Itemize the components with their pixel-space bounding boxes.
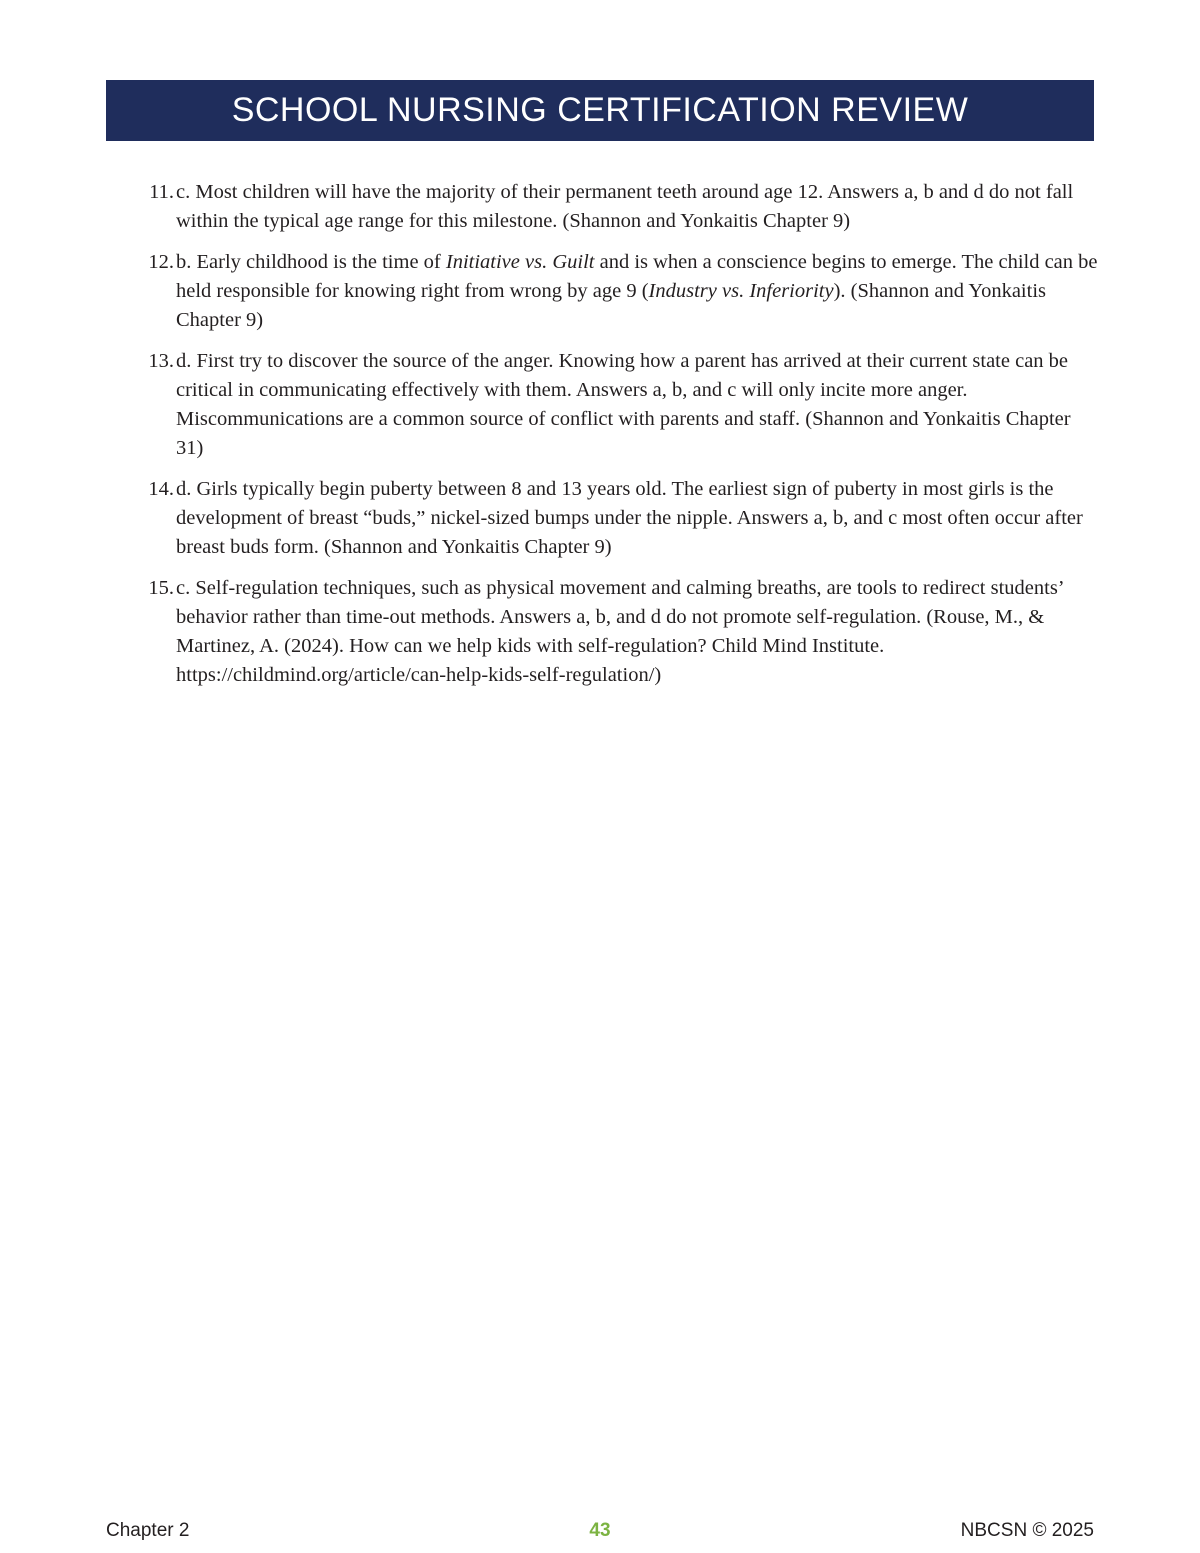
answer-item-11 [130,178,1098,236]
answer-text-part: b. Early childhood is the time of [176,251,446,273]
answer-text: c. Self-regulation techniques, such as physical movement and calming breaths, are tools to redirect students’ behavior rather than time-out methods. Answers a, b, and d do not promote self-regulation. (Rouse, M., & Martinez, A. (2024). How can we help kids with self-regulation? Child Mind Institute. https://childmind.org/article/can-help-kids-self-regulation/) [176,577,1064,686]
footer-copyright: NBCSN © 2025 [960,1520,1094,1541]
answer-item-14 [130,475,1098,562]
answer-text: c. Most children will have the majority of their permanent teeth around age 12. Answers a, b and d do not fall within the typical age range for this milestone. (Shannon and Yonkaitis Chapter 9) [176,181,1074,232]
answer-number: 12. [148,251,174,273]
answer-text-italic: Industry vs. Inferiority [648,280,834,302]
answer-number: 11. [149,181,174,203]
answer-text [176,251,1098,331]
page-title: SCHOOL NURSING CERTIFICATION REVIEW [231,91,969,129]
answer-number: 13. [148,350,174,372]
footer-chapter: Chapter 2 [106,1520,190,1541]
answer-text: d. Girls typically begin puberty between 8 and 13 years old. The earliest sign of puberty in most girls is the development of breast “buds,” nickel-sized bumps under the nipple. Answers a, b, and c most often occur after breast buds form. (Shannon and Yonkaitis Chapter 9) [176,478,1083,558]
answer-item-12 [130,248,1098,335]
answer-number: 15. [148,577,174,599]
answer-number: 14. [148,478,174,500]
answer-text-part: and is when a conscience begins to emerge. The child can be held responsible for knowing right from wrong by age 9 ( [176,251,1098,302]
page-number: 43 [589,1520,611,1541]
answer-item-13 [130,347,1098,463]
answer-item-15 [130,574,1098,690]
answer-text-part: ). (Shannon and Yonkaitis Chapter 9) [176,280,1047,331]
answer-list [130,178,1098,702]
answer-text-italic: Initiative vs. Guilt [445,251,595,273]
header-banner [106,80,1094,141]
answer-text: d. First try to discover the source of the anger. Knowing how a parent has arrived at their current state can be critical in communicating effectively with them. Answers a, b, and c will only incite more anger. Miscommunications are a common source of conflict with parents and staff. (Shannon and Yonkaitis Chapter 31) [176,350,1071,459]
page-footer [106,1520,1094,1546]
